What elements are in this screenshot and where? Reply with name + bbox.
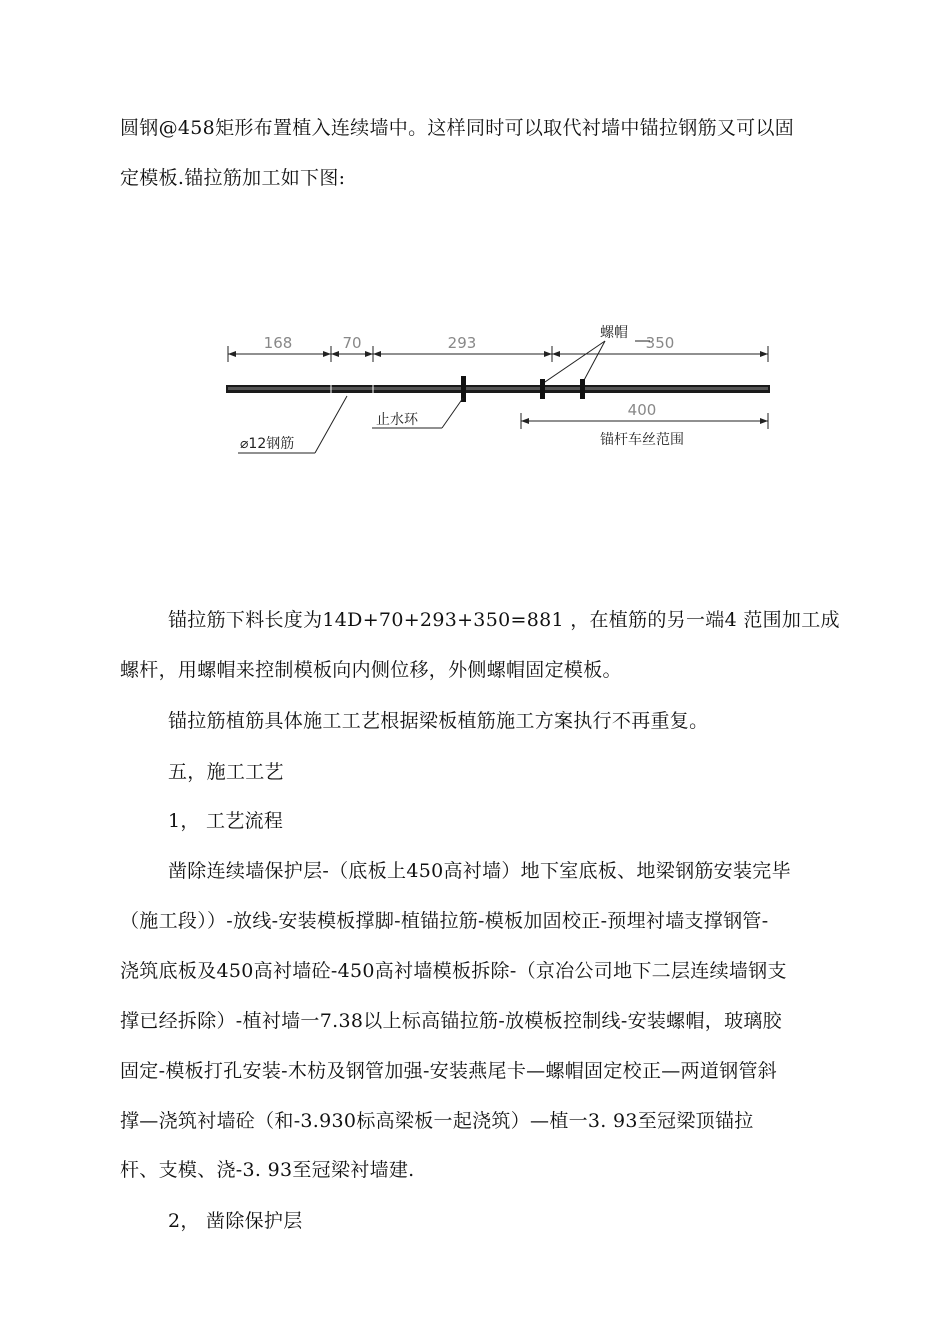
nut-label: 螺帽 [600, 325, 628, 341]
water-stop-ring [461, 376, 466, 402]
paragraph-line: 浇筑底板及450高衬墙砼-450高衬墙模板拆除-（京冶公司地下二层连续墙钢支 [120, 960, 787, 982]
subsection-heading: 1， 工艺流程 [168, 810, 284, 832]
paragraph-line: 固定-模板打孔安装-木枋及钢管加强-安装燕尾卡—螺帽固定校正—两道钢管斜 [120, 1060, 778, 1082]
dim-168-label: 168 [263, 334, 293, 352]
anchor-bar-diagram [210, 318, 790, 468]
paragraph-line: 锚拉筋植筋具体施工工艺根据梁板植筋施工方案执行不再重复。 [168, 710, 709, 732]
dim-350-label: 350 [645, 334, 675, 352]
paragraph-line: 凿除连续墙保护层-（底板上450高衬墙）地下室底板、地梁钢筋安装完毕 [168, 860, 791, 882]
nut-inner [540, 379, 545, 399]
dim-400-label: 400 [627, 401, 657, 419]
subsection-heading: 2， 凿除保护层 [168, 1210, 303, 1232]
dim-70-label: 70 [342, 334, 362, 352]
thread-range-label: 锚杆车丝范围 [600, 432, 684, 448]
steel-bar-label: ⌀12钢筋 [240, 436, 295, 452]
paragraph-line: 撑—浇筑衬墙砼（和-3.930标高梁板一起浇筑）—植一3. 93至冠梁顶锚拉 [120, 1110, 754, 1132]
paragraph-line: 圆钢@458矩形布置植入连续墙中。这样同时可以取代衬墙中锚拉钢筋又可以固 [120, 117, 795, 139]
paragraph-line: 螺杆，用螺帽来控制模板向内侧位移，外侧螺帽固定模板。 [120, 659, 622, 681]
paragraph-line: 锚拉筋下料长度为14D+70+293+350=881 ，在植筋的另一端4 范围加工成 [168, 609, 840, 631]
section-heading: 五，施工工艺 [168, 761, 284, 783]
water-stop-ring-label: 止水环 [376, 412, 418, 428]
paragraph-line: （施工段））-放线-安装模板撑脚-植锚拉筋-模板加固校正-预埋衬墙支撑钢管- [120, 910, 769, 932]
nut-outer [580, 379, 585, 399]
paragraph-line: 定模板.锚拉筋加工如下图: [120, 167, 346, 189]
paragraph-line: 杆、支模、浇-3. 93至冠梁衬墙建. [120, 1159, 415, 1181]
paragraph-line: 撑已经拆除）-植衬墙一7.38以上标高锚拉筋-放模板控制线-安装螺帽，玻璃胶 [120, 1010, 782, 1032]
dim-293-label: 293 [447, 334, 477, 352]
